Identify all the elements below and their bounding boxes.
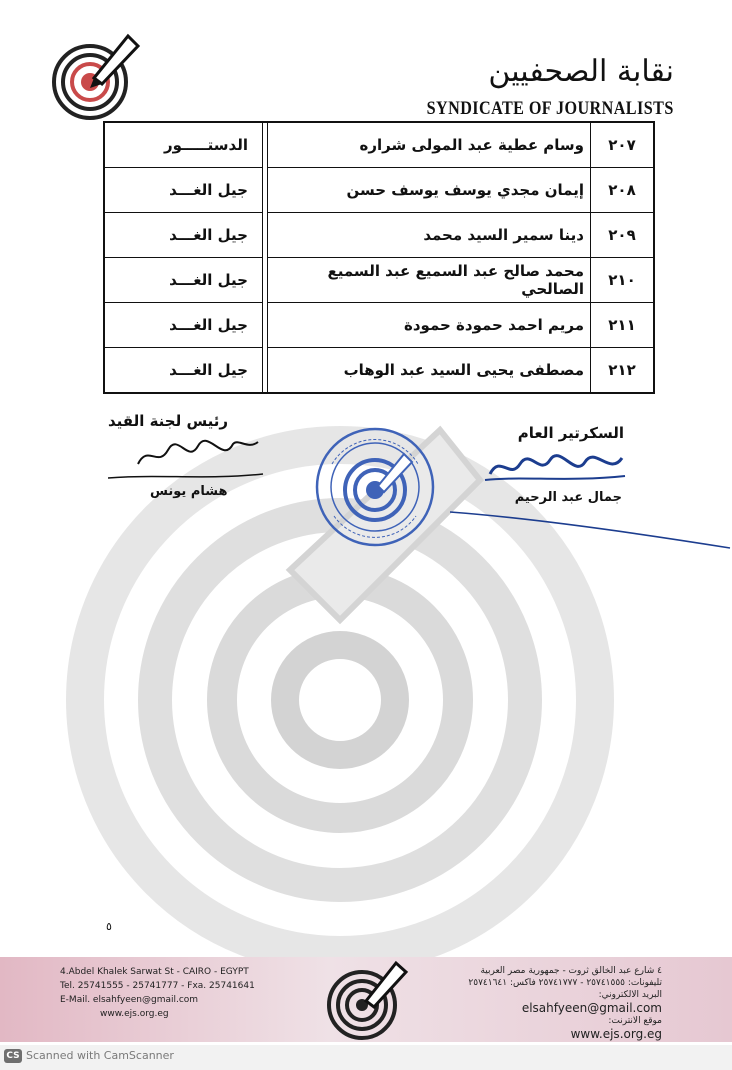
member-name: محمد صالح عبد السميع عبد السميع الصالحي bbox=[268, 258, 591, 303]
member-organization bbox=[104, 258, 263, 303]
footer-site-label-ar: موقع الانترنت: bbox=[608, 1016, 662, 1026]
footer-site-en: www.ejs.org.eg bbox=[100, 1009, 169, 1019]
organization-label: جيل الغـــد bbox=[169, 316, 248, 334]
member-organization bbox=[104, 303, 263, 348]
page-number: ٥ bbox=[106, 920, 112, 933]
organization-label: جيل الغـــد bbox=[169, 271, 248, 289]
footer-address-en: 4.Abdel Khalek Sarwat St - CAIRO - EGYPT bbox=[60, 967, 249, 977]
column-gap bbox=[263, 122, 268, 168]
footer-phones-ar: تليفونات: ٢٥٧٤١٥٥٥ - ٢٥٧٤١٧٧٧ فاكس: ٢٥٧٤١٦٤١ bbox=[468, 978, 662, 988]
member-number: ٢١١ bbox=[591, 303, 655, 348]
table-row bbox=[104, 303, 654, 348]
member-number: ٢٠٨ bbox=[591, 168, 655, 213]
table-row bbox=[104, 348, 654, 394]
org-name-arabic: نقابة الصحفيين bbox=[488, 54, 674, 89]
syndicate-logo-icon bbox=[50, 30, 142, 120]
member-name: دينا سمير السيد محمد bbox=[268, 213, 591, 258]
table-row bbox=[104, 122, 654, 168]
member-name: إيمان مجدي يوسف يوسف حسن bbox=[268, 168, 591, 213]
member-organization bbox=[104, 122, 263, 168]
column-gap bbox=[263, 258, 268, 303]
member-number: ٢٠٩ bbox=[591, 213, 655, 258]
table-row bbox=[104, 213, 654, 258]
secretary-title: السكرتير العام bbox=[517, 424, 624, 442]
footer-email-en: E-Mail. elsahfyeen@gmail.com bbox=[60, 995, 199, 1005]
member-name: وسام عطية عبد المولى شراره bbox=[268, 122, 591, 168]
member-number: ٢٠٧ bbox=[591, 122, 655, 168]
table-row bbox=[104, 258, 654, 303]
member-organization bbox=[104, 168, 263, 213]
footer-email-label-ar: البريد الالكتروني: bbox=[598, 990, 662, 1000]
committee-head-title: رئيس لجنة القيد bbox=[108, 412, 229, 430]
official-stamp-icon bbox=[312, 424, 438, 550]
organization-label: جيل الغـــد bbox=[169, 226, 248, 244]
members-table bbox=[103, 121, 655, 394]
footer-contact-arabic bbox=[468, 965, 662, 1041]
column-gap bbox=[263, 168, 268, 213]
member-name: مصطفى يحيى السيد عبد الوهاب bbox=[268, 348, 591, 394]
footer-email-ar: elsahfyeen@gmail.com bbox=[521, 1001, 662, 1015]
footer bbox=[0, 957, 732, 1042]
column-gap bbox=[263, 303, 268, 348]
member-organization bbox=[104, 348, 263, 394]
footer-phones-en: Tel. 25741555 - 25741777 - Fxa. 25741641 bbox=[60, 981, 255, 991]
scanner-watermark-bar bbox=[0, 1045, 732, 1070]
organization-label: جيل الغـــد bbox=[169, 181, 248, 199]
secretary-signature-icon bbox=[480, 446, 630, 486]
footer-site-ar: www.ejs.org.eg bbox=[570, 1027, 662, 1041]
organization-label: جيل الغـــد bbox=[169, 361, 248, 379]
footer-address-ar: ٤ شارع عبد الخالق ثروت - جمهورية مصر العربية bbox=[480, 966, 662, 976]
organization-label: الدستـــــور bbox=[164, 136, 248, 154]
member-number: ٢١٠ bbox=[591, 258, 655, 303]
footer-logo-icon bbox=[322, 957, 410, 1042]
member-organization bbox=[104, 213, 263, 258]
committee-head-name: هشام يونس bbox=[150, 484, 228, 499]
secretary-name: جمال عبد الرحيم bbox=[514, 490, 622, 505]
scanner-label: Scanned with CamScanner bbox=[26, 1049, 174, 1062]
footer-contact-english bbox=[60, 965, 255, 1021]
column-gap bbox=[263, 348, 268, 394]
committee-signature-icon bbox=[108, 434, 268, 484]
column-gap bbox=[263, 213, 268, 258]
signature-stroke-icon bbox=[450, 504, 732, 554]
camscanner-logo-icon: CS bbox=[4, 1049, 22, 1063]
org-name-english: SYNDICATE OF JOURNALISTS bbox=[426, 98, 674, 119]
table-row bbox=[104, 168, 654, 213]
member-name: مريم احمد حمودة حمودة bbox=[268, 303, 591, 348]
member-number: ٢١٢ bbox=[591, 348, 655, 394]
